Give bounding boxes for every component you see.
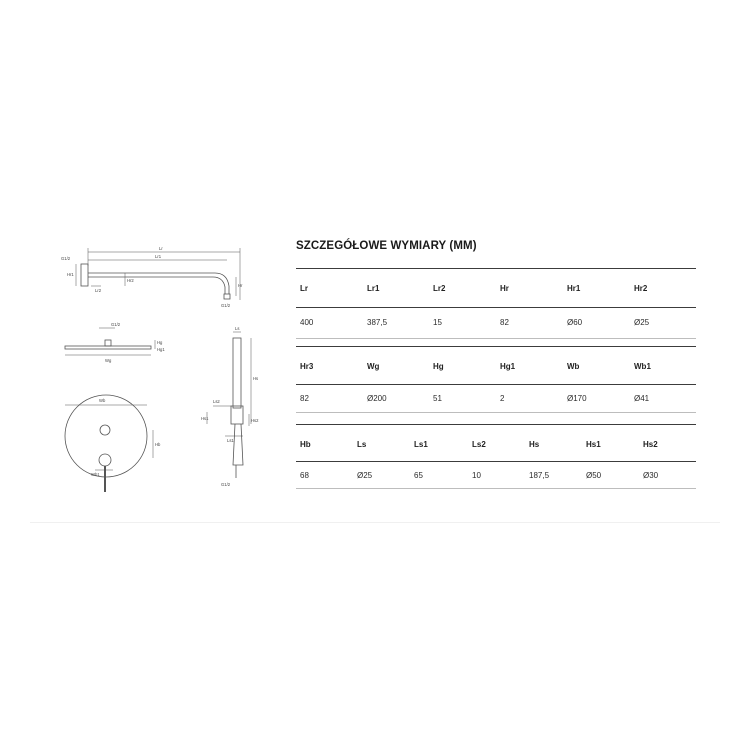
table-2-top-rule: [296, 346, 696, 347]
dimensions-table-1: [296, 268, 696, 327]
mixer-lever-base: [99, 454, 111, 466]
table-1-mid-rule: [296, 307, 696, 308]
label-lr: Lr: [159, 246, 163, 251]
table-2-header: Hg1: [500, 362, 516, 371]
table-2-header: Hg: [433, 362, 444, 371]
table-1-header: Hr1: [567, 284, 581, 293]
table-1-header: Lr2: [433, 284, 446, 293]
head-connector: [105, 340, 111, 346]
label-ls2: Ls2: [213, 399, 220, 404]
table-2-value: 82: [300, 394, 309, 403]
table-3-value: 187,5: [529, 471, 550, 480]
table-2-bottom-rule: [296, 412, 696, 413]
label-hr: Hr: [238, 283, 243, 288]
page-divider: [30, 522, 720, 523]
table-1-top-rule: [296, 268, 696, 269]
table-1-value: 387,5: [367, 318, 388, 327]
table-1-header: Lr: [300, 284, 308, 293]
label-lr1: Lr1: [155, 254, 162, 259]
label-g12-hose: G1/2: [221, 482, 231, 487]
table-3-bottom-rule: [296, 488, 696, 489]
table-1-header: Lr1: [367, 284, 380, 293]
label-g12-head: G1/2: [111, 322, 121, 327]
table-3-value: Ø50: [586, 471, 602, 480]
table-2-header: Wg: [367, 362, 380, 371]
table-2-value: Ø200: [367, 394, 387, 403]
hand-shower-hose: [233, 424, 243, 465]
mixer-plate: [65, 395, 147, 477]
label-hg1: Hg1: [157, 347, 165, 352]
table-3-mid-rule: [296, 461, 696, 462]
label-g12-arm: G1/2: [221, 303, 231, 308]
table-3-value: Ø30: [643, 471, 659, 480]
arm-bend-outer: [215, 273, 229, 294]
table-3-header: Hs: [529, 440, 540, 449]
table-3-header: Hs1: [586, 440, 601, 449]
label-hr2: Hr2: [127, 278, 134, 283]
table-3-value: Ø25: [357, 471, 373, 480]
table-3-value: 68: [300, 471, 309, 480]
label-wg: Wg: [105, 358, 112, 363]
mixer-diverter-knob: [100, 425, 110, 435]
label-hb: Hb: [155, 442, 161, 447]
label-lr2: Lr2: [95, 288, 102, 293]
arm-nut: [224, 294, 230, 299]
mixer-drawing: [65, 395, 153, 492]
head-plate: [65, 346, 151, 349]
label-wb1: Wb1: [91, 472, 100, 477]
table-2-value: 2: [500, 394, 505, 403]
label-hs: Hs: [253, 376, 259, 381]
table-1-header: Hr: [500, 284, 509, 293]
label-hr1: Hr1: [67, 272, 74, 277]
dimensions-table-2: [296, 346, 696, 403]
table-2-header: Hr3: [300, 362, 314, 371]
table-3-header: Ls: [357, 440, 367, 449]
table-2-value: Ø41: [634, 394, 650, 403]
table-3-header: Hs2: [643, 440, 658, 449]
table-1-value: 400: [300, 318, 314, 327]
table-1-header: Hr2: [634, 284, 648, 293]
hand-shower-drawing: [207, 332, 251, 478]
table-1-value: Ø25: [634, 318, 650, 327]
page-title: SZCZEGÓŁOWE WYMIARY (MM): [296, 240, 477, 252]
table-3-header: Hb: [300, 440, 311, 449]
table-2-header: Wb: [567, 362, 580, 371]
table-2-value: 51: [433, 394, 442, 403]
label-ls: Ls: [235, 326, 240, 331]
table-1-value: Ø60: [567, 318, 583, 327]
label-ls1: Ls1: [227, 438, 234, 443]
table-2-header: Wb1: [634, 362, 651, 371]
label-g12-top: G1/2: [61, 256, 71, 261]
technical-drawing: [55, 240, 270, 500]
table-1-value: 82: [500, 318, 509, 327]
table-3-header: Ls2: [472, 440, 486, 449]
dimension-drawing-svg: [55, 240, 270, 500]
table-3-value: 65: [414, 471, 423, 480]
label-hg: Hg: [157, 340, 163, 345]
table-1-bottom-rule: [296, 338, 696, 339]
table-2-value: Ø170: [567, 394, 587, 403]
hand-shower-holder: [231, 406, 243, 424]
table-1-value: 15: [433, 318, 442, 327]
shower-head-drawing: [65, 328, 155, 355]
table-3-top-rule: [296, 424, 696, 425]
table-2-mid-rule: [296, 384, 696, 385]
table-3-header: Ls1: [414, 440, 428, 449]
dimensions-table-3: [296, 424, 696, 480]
table-3-value: 10: [472, 471, 481, 480]
arm-bend-inner: [213, 277, 225, 294]
label-hs2: Hs2: [251, 418, 259, 423]
label-wb: Wb: [99, 398, 106, 403]
hand-shower-body: [233, 338, 241, 408]
arm-wall-flange: [81, 264, 88, 286]
label-hs1: Hs1: [201, 416, 209, 421]
